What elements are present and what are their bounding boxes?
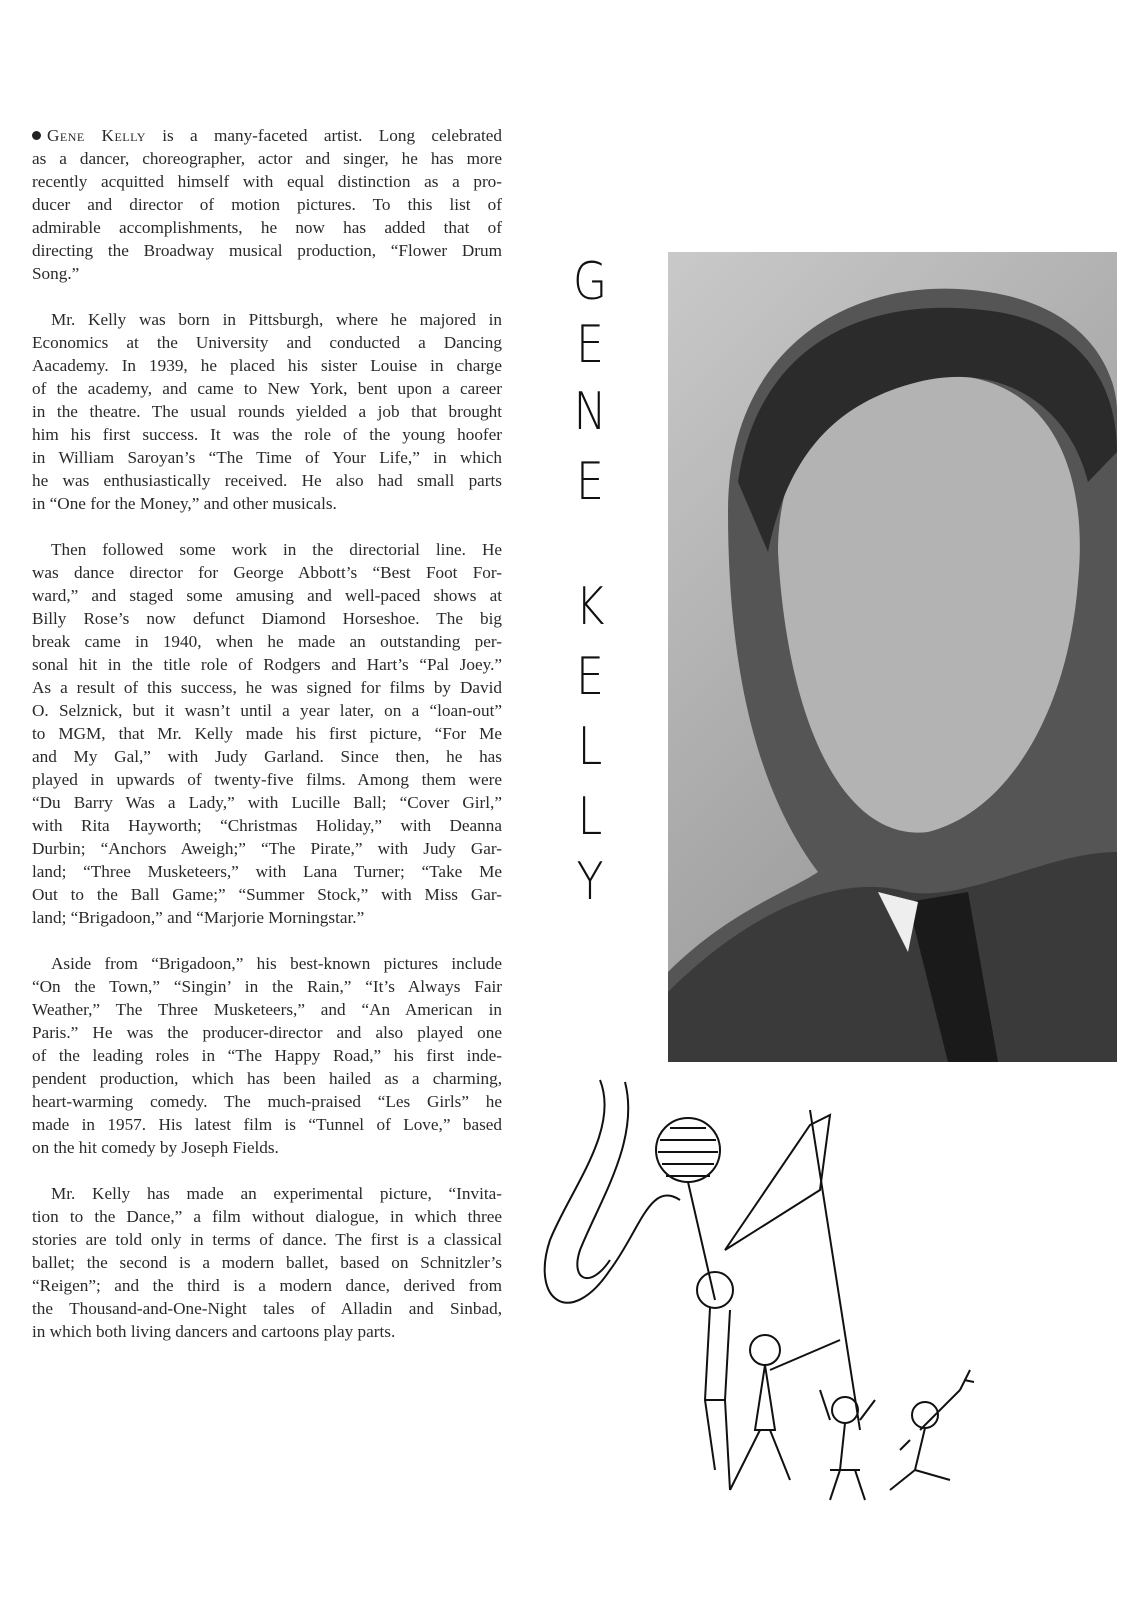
text-line: of the academy, and came to New York, bent upon a career xyxy=(32,379,502,398)
text-line: Aside from “Brigadoon,” his best-known pictures include xyxy=(51,954,502,973)
text-line: in which both living dancers and cartoons play parts. xyxy=(32,1322,396,1341)
title-letter: E xyxy=(576,647,604,707)
text-line: tion to the Dance,” a film without dialogue, in which three xyxy=(32,1207,502,1226)
text-line: Billy Rose’s now defunct Diamond Horseshoe. The big xyxy=(32,609,502,628)
text-line: and My Gal,” with Judy Garland. Since then, he has xyxy=(32,747,502,766)
text-line: of the leading roles in “The Happy Road,” his first inde- xyxy=(32,1046,502,1065)
title-letter: K xyxy=(575,577,605,637)
text-line: break came in 1940, when he made an outstanding per- xyxy=(32,632,502,651)
title-letter: E xyxy=(576,452,604,512)
dancers-illustration xyxy=(530,1070,1010,1510)
bio-paragraph xyxy=(32,124,502,285)
text-line: was dance director for George Abbott’s “Best Foot For- xyxy=(32,563,502,582)
text-line: Song.” xyxy=(32,264,80,283)
text-line: sonal hit in the title role of Rodgers and Hart’s “Pal Joey.” xyxy=(32,655,502,674)
text-line: recently acquitted himself with equal distinction as a pro- xyxy=(32,172,502,191)
text-line: “Reigen”; and the third is a modern dance, derived from xyxy=(32,1276,502,1295)
text-line: Aacademy. In 1939, he placed his sister Louise in charge xyxy=(32,356,502,375)
text-line: he was enthusiastically received. He also had small parts xyxy=(32,471,502,490)
text-line: ballet; the second is a modern ballet, based on Schnitzler’s xyxy=(32,1253,502,1272)
text-line: Weather,” The Three Musketeers,” and “An American in xyxy=(32,1000,502,1019)
text-line: Paris.” He was the producer-director and also played one xyxy=(32,1023,502,1042)
bio-paragraph xyxy=(32,952,502,1159)
lead-name: Gene Kelly xyxy=(47,126,146,145)
text-line: him his first success. It was the role of the young hoofer xyxy=(32,425,502,444)
title-letter: N xyxy=(573,382,607,442)
text-line: as a dancer, choreographer, actor and singer, he has more xyxy=(32,149,502,168)
text-line: in the theatre. The usual rounds yielded a job that brought xyxy=(32,402,502,421)
text-line: stories are told only in terms of dance. The first is a classical xyxy=(32,1230,502,1249)
text-line: to MGM, that Mr. Kelly made his first picture, “For Me xyxy=(32,724,502,743)
bio-paragraph xyxy=(32,308,502,515)
text-line: O. Selznick, but it wasn’t until a year later, on a “loan-out” xyxy=(32,701,502,720)
text-line: ducer and director of motion pictures. To this list of xyxy=(32,195,502,214)
text-line: pendent production, which has been hailed as a charming, xyxy=(32,1069,502,1088)
text-line: Economics at the University and conducted a Dancing xyxy=(32,333,502,352)
bullet-icon xyxy=(32,131,41,140)
text-line: land; “Three Musketeers,” with Lana Turner; “Take Me xyxy=(32,862,502,881)
text-line: in William Saroyan’s “The Time of Your Life,” in which xyxy=(32,448,502,467)
text-line: “On the Town,” “Singin’ in the Rain,” “It’s Always Fair xyxy=(32,977,502,996)
title-letter: L xyxy=(577,787,603,847)
text-line: played in upwards of twenty-five films. Among them were xyxy=(32,770,502,789)
title-letter: L xyxy=(577,717,603,777)
title-letter: G xyxy=(572,252,608,312)
portrait-photo xyxy=(668,252,1117,1062)
text-line: As a result of this success, he was signed for films by David xyxy=(32,678,502,697)
text-line: admirable accomplishments, he now has added that of xyxy=(32,218,502,237)
text-line: Mr. Kelly has made an experimental picture, “Invita- xyxy=(51,1184,502,1203)
text-line: Durbin; “Anchors Aweigh;” “The Pirate,” with Judy Gar- xyxy=(32,839,502,858)
text-line: ward,” and staged some amusing and well-paced shows at xyxy=(32,586,502,605)
text-line: land; “Brigadoon,” and “Marjorie Morningstar.” xyxy=(32,908,365,927)
text-line: “Du Barry Was a Lady,” with Lucille Ball; “Cover Girl,” xyxy=(32,793,502,812)
text-line: Then followed some work in the directorial line. He xyxy=(51,540,502,559)
text-line: on the hit comedy by Joseph Fields. xyxy=(32,1138,279,1157)
text-line: in “One for the Money,” and other musicals. xyxy=(32,494,337,513)
text-line: with Rita Hayworth; “Christmas Holiday,” with Deanna xyxy=(32,816,502,835)
title-letter: E xyxy=(576,315,604,375)
biography-text xyxy=(32,124,502,1366)
portrait-silhouette xyxy=(668,252,1117,1062)
title-letter: Y xyxy=(576,852,604,912)
bio-paragraph xyxy=(32,1182,502,1343)
text-line: made in 1957. His latest film is “Tunnel of Love,” based xyxy=(32,1115,502,1134)
text-line: Gene Kelly is a many-faceted artist. Long celebrated xyxy=(32,124,502,147)
text-line: heart-warming comedy. The much-praised “Les Girls” he xyxy=(32,1092,502,1111)
bio-paragraph xyxy=(32,538,502,929)
text-line: Out to the Ball Game;” “Summer Stock,” with Miss Gar- xyxy=(32,885,502,904)
text-line: the Thousand-and-One-Night tales of Alladin and Sinbad, xyxy=(32,1299,502,1318)
text-line: Mr. Kelly was born in Pittsburgh, where he majored in xyxy=(51,310,502,329)
text-line: directing the Broadway musical production, “Flower Drum xyxy=(32,241,502,260)
